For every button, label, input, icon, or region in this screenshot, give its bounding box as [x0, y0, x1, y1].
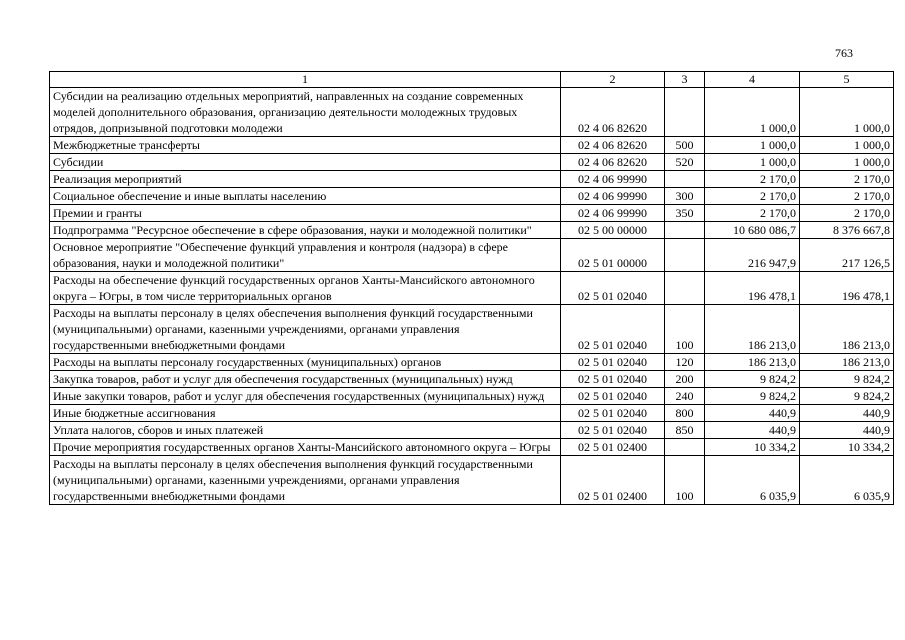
row-name-cell: Закупка товаров, работ и услуг для обеспечения государственных (муниципальных) нужд: [50, 371, 561, 388]
row-value-4-cell: 10 680 086,7: [705, 222, 800, 239]
row-name-cell: Прочие мероприятия государственных органов Ханты-Мансийского автономного округа – Югры: [50, 439, 561, 456]
row-value-4-cell: 2 170,0: [705, 188, 800, 205]
row-code-cell: 02 4 06 99990: [561, 171, 665, 188]
row-name-cell: Уплата налогов, сборов и иных платежей: [50, 422, 561, 439]
row-code-cell: 02 4 06 82620: [561, 154, 665, 171]
row-name-cell: Расходы на обеспечение функций государственных органов Ханты-Мансийского автономного округа – Югры, в том числе территориальных органов: [50, 272, 561, 305]
header-col-4: 4: [705, 72, 800, 88]
row-value-5-cell: 196 478,1: [800, 272, 894, 305]
row-value-5-cell: 217 126,5: [800, 239, 894, 272]
table-row: [50, 456, 894, 505]
row-value-4-cell: 2 170,0: [705, 171, 800, 188]
header-col-1: 1: [50, 72, 561, 88]
row-value-4-cell: 216 947,9: [705, 239, 800, 272]
row-value-5-cell: 2 170,0: [800, 205, 894, 222]
row-name-cell: Расходы на выплаты персоналу в целях обеспечения выполнения функций государственными (муниципальными) органами, казенными учреждениями, органами управления государственными внебюджетными фондами: [50, 456, 561, 505]
row-code-cell: 02 5 00 00000: [561, 222, 665, 239]
row-type-cell: 520: [665, 154, 705, 171]
row-value-5-cell: 2 170,0: [800, 171, 894, 188]
table-row: [50, 405, 894, 422]
table-row: [50, 88, 894, 137]
table-row: [50, 305, 894, 354]
row-code-cell: 02 5 01 00000: [561, 239, 665, 272]
budget-table: [49, 71, 894, 505]
row-type-cell: [665, 239, 705, 272]
row-code-cell: 02 5 01 02400: [561, 456, 665, 505]
row-type-cell: 800: [665, 405, 705, 422]
table-row: [50, 154, 894, 171]
row-name-cell: Реализация мероприятий: [50, 171, 561, 188]
row-name-cell: Иные бюджетные ассигнования: [50, 405, 561, 422]
row-value-5-cell: 8 376 667,8: [800, 222, 894, 239]
row-value-5-cell: 1 000,0: [800, 88, 894, 137]
row-value-4-cell: 10 334,2: [705, 439, 800, 456]
table-row: [50, 422, 894, 439]
row-value-5-cell: 6 035,9: [800, 456, 894, 505]
row-value-4-cell: 6 035,9: [705, 456, 800, 505]
row-code-cell: 02 5 01 02040: [561, 388, 665, 405]
table-row: [50, 371, 894, 388]
row-value-5-cell: 1 000,0: [800, 154, 894, 171]
row-type-cell: [665, 171, 705, 188]
row-value-4-cell: 9 824,2: [705, 371, 800, 388]
row-code-cell: 02 5 01 02040: [561, 371, 665, 388]
row-type-cell: 240: [665, 388, 705, 405]
row-name-cell: Субсидии: [50, 154, 561, 171]
row-name-cell: Премии и гранты: [50, 205, 561, 222]
row-name-cell: Социальное обеспечение и иные выплаты населению: [50, 188, 561, 205]
table-row: [50, 354, 894, 371]
row-value-4-cell: 1 000,0: [705, 154, 800, 171]
row-type-cell: 100: [665, 305, 705, 354]
row-type-cell: 300: [665, 188, 705, 205]
row-value-5-cell: 9 824,2: [800, 388, 894, 405]
header-col-2: 2: [561, 72, 665, 88]
row-type-cell: [665, 222, 705, 239]
row-type-cell: [665, 439, 705, 456]
row-name-cell: Иные закупки товаров, работ и услуг для обеспечения государственных (муниципальных) нужд: [50, 388, 561, 405]
header-col-5: 5: [800, 72, 894, 88]
row-value-4-cell: 1 000,0: [705, 137, 800, 154]
row-value-4-cell: 2 170,0: [705, 205, 800, 222]
row-type-cell: [665, 88, 705, 137]
row-name-cell: Расходы на выплаты персоналу государственных (муниципальных) органов: [50, 354, 561, 371]
row-value-4-cell: 186 213,0: [705, 354, 800, 371]
row-value-4-cell: 440,9: [705, 422, 800, 439]
row-code-cell: 02 5 01 02040: [561, 272, 665, 305]
row-code-cell: 02 5 01 02040: [561, 422, 665, 439]
row-name-cell: Основное мероприятие "Обеспечение функций управления и контроля (надзора) в сфере образования, науки и молодежной политики": [50, 239, 561, 272]
row-type-cell: 350: [665, 205, 705, 222]
table-row: [50, 272, 894, 305]
row-name-cell: Расходы на выплаты персоналу в целях обеспечения выполнения функций государственными (муниципальными) органами, казенными учреждениями, органами управления государственными внебюджетными фондами: [50, 305, 561, 354]
row-value-4-cell: 1 000,0: [705, 88, 800, 137]
table-row: [50, 239, 894, 272]
row-name-cell: Подпрограмма "Ресурсное обеспечение в сфере образования, науки и молодежной политики": [50, 222, 561, 239]
row-type-cell: 500: [665, 137, 705, 154]
row-code-cell: 02 4 06 82620: [561, 137, 665, 154]
row-value-5-cell: 10 334,2: [800, 439, 894, 456]
row-code-cell: 02 5 01 02040: [561, 305, 665, 354]
table-row: [50, 205, 894, 222]
row-value-4-cell: 196 478,1: [705, 272, 800, 305]
table-row: [50, 222, 894, 239]
row-type-cell: 200: [665, 371, 705, 388]
row-value-5-cell: 186 213,0: [800, 354, 894, 371]
row-name-cell: Субсидии на реализацию отдельных мероприятий, направленных на создание современных моделей дополнительного образования, организацию деятельности молодежных трудовых отрядов, допризывной подготовки молодежи: [50, 88, 561, 137]
table-row: [50, 439, 894, 456]
row-code-cell: 02 5 01 02040: [561, 405, 665, 422]
row-type-cell: 850: [665, 422, 705, 439]
row-value-5-cell: 186 213,0: [800, 305, 894, 354]
row-code-cell: 02 4 06 99990: [561, 205, 665, 222]
row-code-cell: 02 5 01 02400: [561, 439, 665, 456]
row-value-5-cell: 2 170,0: [800, 188, 894, 205]
table-row: [50, 171, 894, 188]
row-name-cell: Межбюджетные трансферты: [50, 137, 561, 154]
header-col-3: 3: [665, 72, 705, 88]
row-code-cell: 02 4 06 82620: [561, 88, 665, 137]
row-code-cell: 02 5 01 02040: [561, 354, 665, 371]
row-type-cell: 100: [665, 456, 705, 505]
row-value-4-cell: 9 824,2: [705, 388, 800, 405]
row-value-5-cell: 9 824,2: [800, 371, 894, 388]
table-header-row: [50, 72, 894, 88]
row-value-5-cell: 440,9: [800, 422, 894, 439]
table-row: [50, 388, 894, 405]
table-row: [50, 137, 894, 154]
row-code-cell: 02 4 06 99990: [561, 188, 665, 205]
row-value-4-cell: 186 213,0: [705, 305, 800, 354]
row-type-cell: 120: [665, 354, 705, 371]
table-row: [50, 188, 894, 205]
row-value-4-cell: 440,9: [705, 405, 800, 422]
page-number: 763: [835, 46, 853, 60]
row-value-5-cell: 440,9: [800, 405, 894, 422]
row-value-5-cell: 1 000,0: [800, 137, 894, 154]
row-type-cell: [665, 272, 705, 305]
